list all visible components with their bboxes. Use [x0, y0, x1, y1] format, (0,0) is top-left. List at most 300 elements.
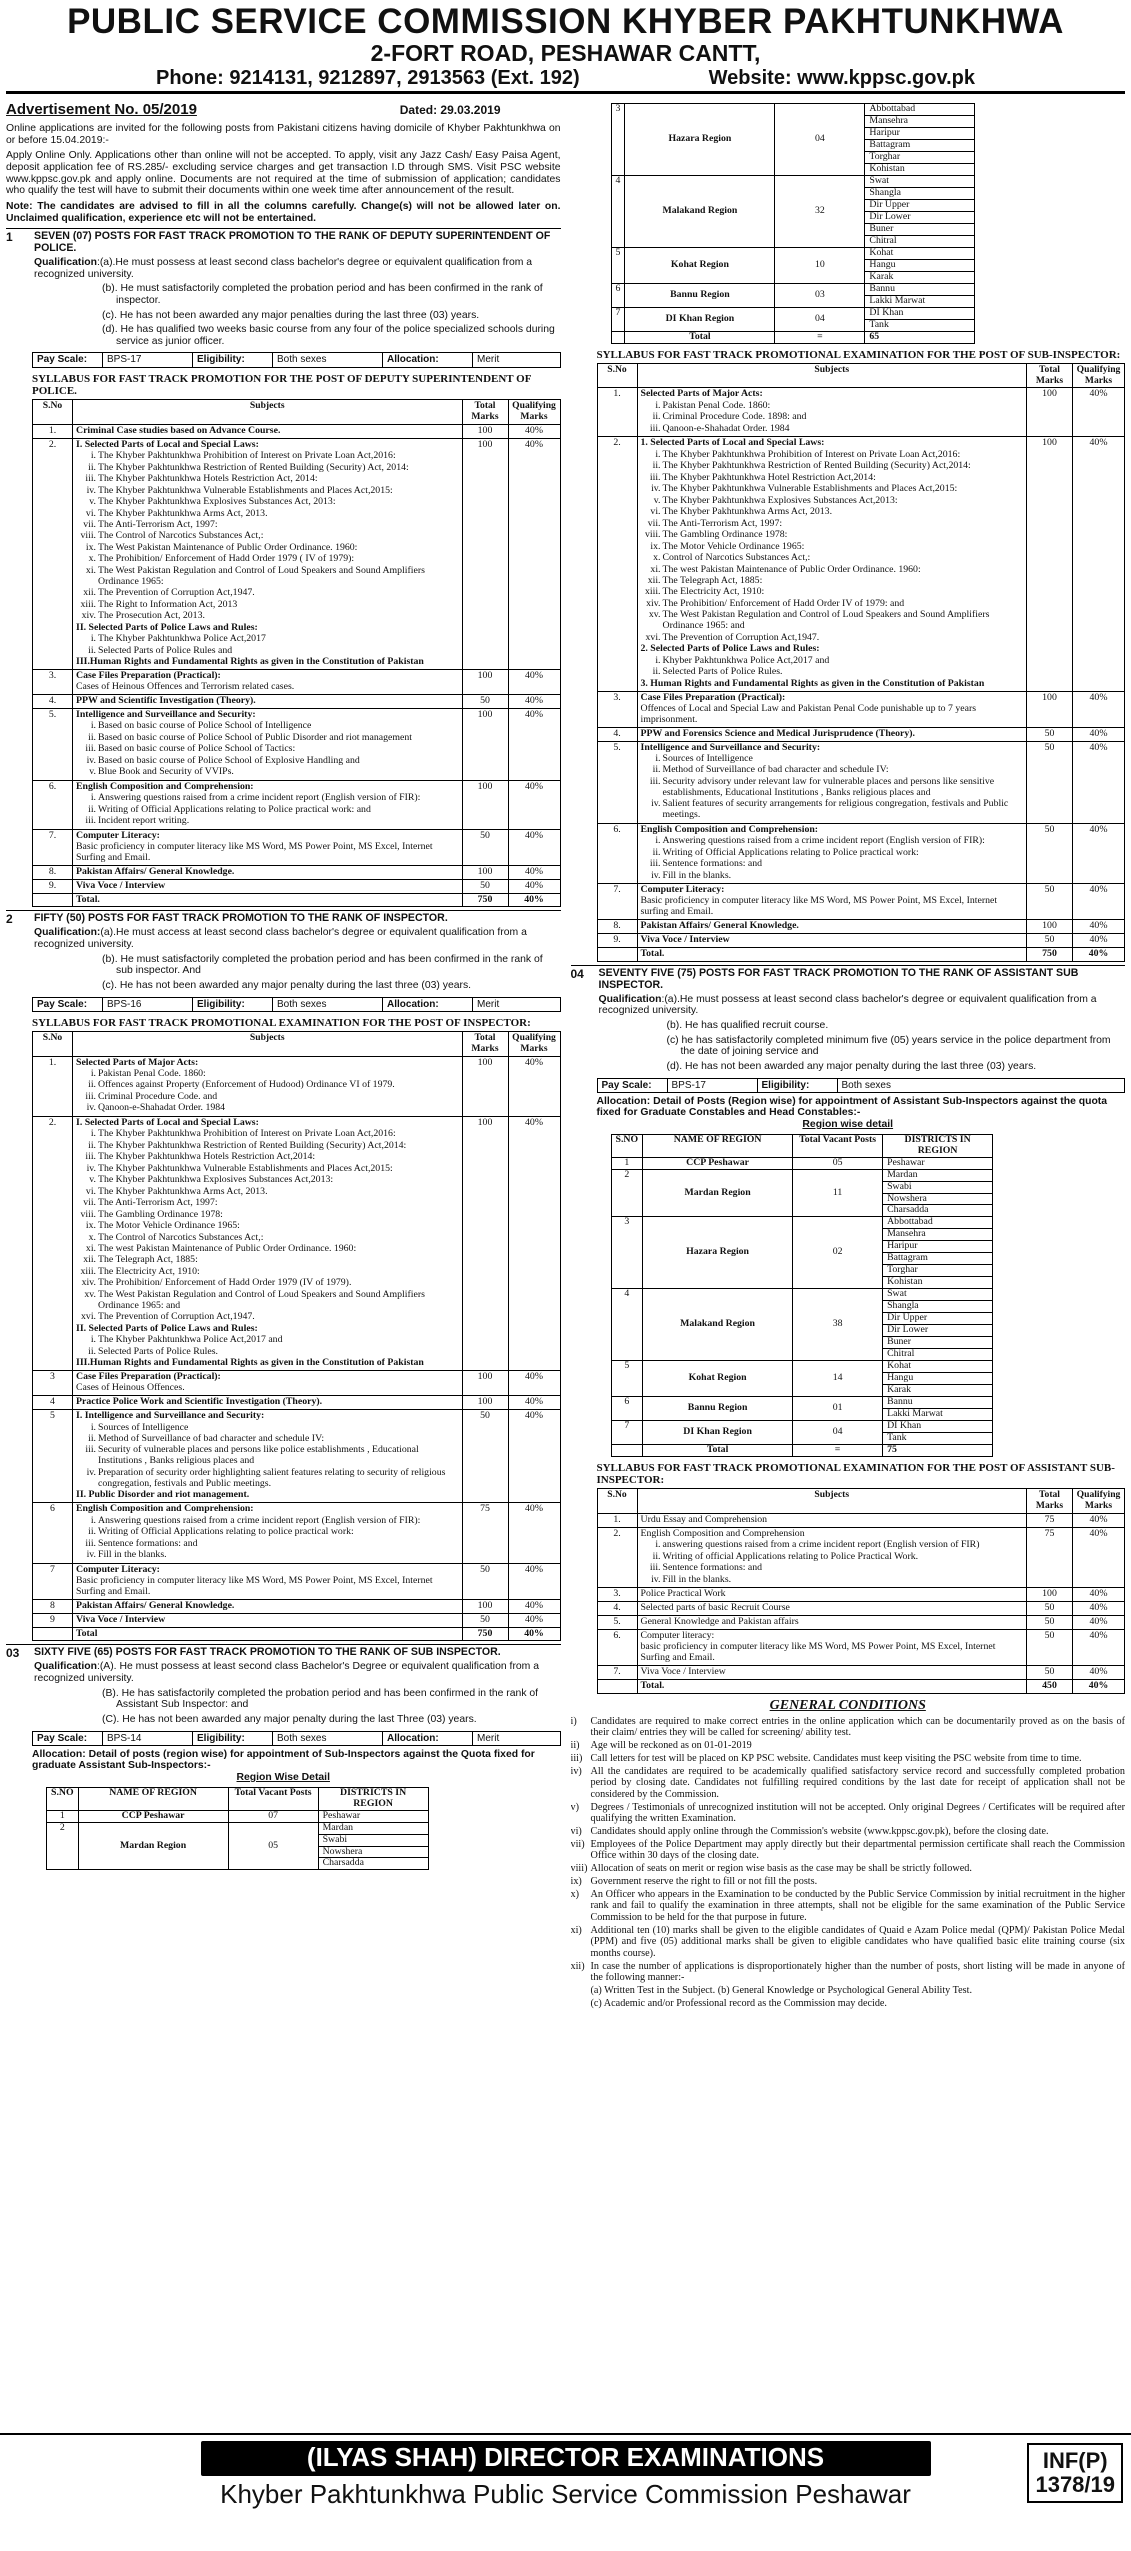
subject-title: Total.	[640, 1680, 665, 1691]
syllabus-row	[597, 884, 1125, 920]
subject-title: Police Practical Work	[640, 1588, 726, 1600]
allocation-row	[611, 1217, 993, 1229]
syllabus-subject	[73, 1613, 463, 1627]
subject-item	[641, 871, 1024, 882]
syllabus-sn: 3.	[597, 691, 637, 727]
item-text: The West Pakistan Regulation and Control of Loud Speakers and Sound Amplifiers Ordinance 1965: and	[98, 1288, 425, 1311]
post-block	[6, 1644, 561, 1745]
syllabus-row	[33, 1613, 561, 1627]
item-text: Control of Narcotics Substances Act,:	[662, 552, 811, 564]
item-text: The Khyber Pakhtunkhwa Explosives Substances Act,2013:	[662, 494, 898, 506]
allocation-sn: 6	[611, 1396, 643, 1420]
syllabus-row	[597, 437, 1125, 691]
district-name: Battagram	[865, 140, 975, 152]
allocation-header-cell: DISTRICTS IN REGION	[318, 1787, 428, 1810]
subject-item	[76, 1198, 459, 1209]
subject-item	[76, 1267, 459, 1278]
subject-item	[641, 610, 1024, 632]
syllabus-row	[597, 1527, 1125, 1587]
allocation-row	[611, 1169, 993, 1181]
item-text: Fill in the blanks.	[662, 869, 732, 881]
syllabus-subject	[637, 1527, 1027, 1587]
syllabus-subject	[637, 948, 1027, 962]
vacant-posts: 04	[775, 307, 865, 331]
item-text: The west Pakistan Maintenance of Public Order Ordinance. 1960:	[98, 1243, 357, 1255]
subject-item	[76, 1233, 459, 1244]
qualifying-marks: 40%	[1073, 1513, 1125, 1527]
right-column	[571, 100, 1126, 2486]
total-marks: 100	[462, 1371, 508, 1396]
pay-cell: Both sexes	[273, 353, 383, 366]
syllabus-row	[33, 695, 561, 709]
syllabus-subject	[637, 691, 1027, 727]
syllabus-sn: 2.	[33, 1116, 73, 1370]
allocation-sn: 4	[611, 176, 625, 248]
subject-item	[76, 451, 459, 462]
subject-title: Computer literacy:	[640, 1630, 715, 1642]
pay-cell: Allocation:	[383, 353, 473, 366]
condition-number: x)	[570, 1889, 579, 1901]
subject-heading: II. Public Disorder and riot management.	[76, 1489, 250, 1501]
syllabus-subject	[637, 1588, 1027, 1602]
header	[6, 0, 1125, 94]
allocation-sn: 2	[47, 1822, 79, 1870]
qualification	[571, 994, 1126, 1073]
subject-item	[76, 1347, 459, 1358]
subject-item	[76, 767, 459, 778]
syllabus-subject	[637, 727, 1027, 741]
district-name: Chitral	[865, 235, 975, 247]
district-name: Swabi	[318, 1834, 428, 1846]
district-name: Bannu	[865, 283, 975, 295]
subject-item	[641, 848, 1024, 859]
post-number: 04	[570, 966, 584, 981]
item-text: The west Pakistan Maintenance of Public Order Ordinance. 1960:	[662, 563, 921, 575]
syllabus-row	[33, 1563, 561, 1599]
subject-item	[76, 1210, 459, 1221]
item-text: The Motor Vehicle Ordinance 1965:	[662, 540, 805, 552]
item-number: ii.	[652, 460, 661, 472]
condition-number: i)	[570, 1715, 577, 1727]
total-marks: 50	[1027, 1616, 1073, 1630]
syllabus-header-row	[597, 364, 1125, 388]
district-name: Dir Upper	[883, 1313, 993, 1325]
item-text: The Khyber Pakhtunkhwa Vulnerable Establishments and Places Act,2015:	[98, 484, 393, 496]
subject-list	[641, 754, 1024, 821]
qualifying-marks: 40%	[1073, 741, 1125, 823]
item-number: i.	[90, 1334, 96, 1346]
subject-item	[641, 859, 1024, 870]
subject-heading: II. Selected Parts of Police Laws and Rules:	[76, 621, 258, 633]
condition-item	[571, 1985, 1126, 1996]
total-marks: 100	[462, 1116, 508, 1370]
subject-title: Practice Police Work and Scientific Investigation (Theory).	[76, 1396, 323, 1408]
item-text: The Khyber Pakhtunkhwa Vulnerable Establishments and Places Act,2015:	[98, 1162, 393, 1174]
syllabus-sn: 7	[33, 1563, 73, 1599]
syllabus-row	[597, 823, 1125, 883]
syllabus-header-cell: S.No	[33, 400, 73, 424]
syllabus-sn: 4.	[597, 727, 637, 741]
condition-number: viii)	[570, 1863, 588, 1875]
item-number: xiv.	[81, 1277, 96, 1289]
syllabus-table	[32, 1031, 561, 1641]
item-text: Security advisory under relevant law for vulnerable places and persons like sensitive establishments, Educational Institutions , Banks religious places and	[662, 775, 995, 798]
item-text: The Khyber Pakhtunkhwa Vulnerable Establishments and Places Act,2015:	[662, 483, 958, 495]
pay-cell: Merit	[477, 1732, 500, 1744]
item-text: The Khyber Pakhtunkhwa Prohibition of Interest on Private Loan Act,2016:	[98, 1128, 396, 1140]
subject-item	[76, 1221, 459, 1232]
syllabus-subject	[73, 424, 463, 438]
website: Website: www.kppsc.gov.pk	[708, 66, 975, 89]
region-name: Mardan Region	[643, 1169, 793, 1217]
item-text: The Electricity Act, 1910:	[662, 586, 765, 598]
district-name: Kohistan	[883, 1277, 993, 1289]
pay-cell: Eligibility:	[193, 998, 273, 1011]
qualification	[6, 927, 561, 991]
total-marks: 100	[462, 1056, 508, 1116]
condition-number: v)	[570, 1801, 579, 1813]
subject-item	[641, 530, 1024, 541]
syllabus-header-cell: S.No	[597, 1489, 637, 1513]
syllabus-header-cell: Qualifying Marks	[508, 1032, 560, 1056]
allocation-row	[611, 176, 975, 188]
item-text: The Gambling Ordinance 1978:	[662, 529, 788, 541]
syllabus-row	[33, 670, 561, 695]
subject-item	[76, 463, 459, 474]
item-text: Writing of official Applications relating to Police Practical Work.	[662, 1550, 919, 1562]
allocation-total-value: 65	[865, 331, 975, 343]
item-text: Answering questions raised from a crime incident report (English version of FIR):	[98, 1514, 421, 1526]
item-text: The Prevention of Corruption Act,1947.	[98, 1311, 255, 1323]
syllabus-header-cell: Qualifying Marks	[1073, 364, 1125, 388]
item-number: vii.	[83, 518, 96, 530]
syllabus-header-cell: S.No	[597, 364, 637, 388]
item-text: Sentence formations: and	[662, 858, 763, 870]
vacant-posts: 05	[793, 1157, 883, 1169]
subject-heading: 3. Human Rights and Fundamental Rights as given in the Constitution of Pakistan	[640, 677, 985, 689]
syllabus-sn: 1.	[33, 424, 73, 438]
qualification-label: Qualification:	[34, 927, 101, 939]
allocation-total-label: Total	[643, 1444, 793, 1456]
subject-list	[76, 1516, 459, 1561]
apply-text: Apply Online Only. Applications other than online will not be accepted. To apply, visit any Jazz Cash/ Easy Paisa Agent, deposit application fee of RS.285/- excluding service charges and get transaction I.D through SMS. Visit PSC website www.kppsc.gov.pk and apply online. Documents are not required at the time of submission of application; candidates who qualify the test will have to submit their documents within one week time after announcement of the result.	[6, 150, 561, 197]
qualifying-marks: 40%	[508, 780, 560, 829]
subject-title: Intelligence and Surveillance and Security:	[640, 741, 821, 753]
item-number: v.	[89, 766, 96, 778]
allocation-header-row	[611, 1134, 993, 1157]
total-marks: 100	[462, 438, 508, 669]
post-number: 03	[6, 1646, 20, 1661]
subject-list	[76, 1129, 459, 1323]
pay-scale-row	[32, 997, 561, 1012]
commission-title: PUBLIC SERVICE COMMISSION KHYBER PAKHTUNKHWA	[67, 2, 1064, 41]
columns	[6, 94, 1125, 2486]
left-column	[6, 100, 561, 2486]
item-number: i.	[655, 448, 661, 460]
syllabus-header-cell: Subjects	[637, 1489, 1027, 1513]
allocation-total-label: Total	[625, 331, 775, 343]
condition-text: Additional ten (10) marks shall be given to the eligible candidates of Quaid e Azam Police medal (QPM)/ Pakistan Police Medal (PPM) and five (05) additional marks shall be given to eligible candidates who have qualified basic elite training course (six months course).	[590, 1924, 1125, 1959]
total-marks: 750	[462, 893, 508, 907]
syllabus-sn: 8	[33, 1599, 73, 1613]
qualification-clause: (d). He has not been awarded any major penalty during the last three (03) years.	[666, 1060, 1037, 1072]
subject-item	[76, 1092, 459, 1103]
item-text: The Khyber Pakhtunkhwa Prohibition of Interest on Private Loan Act,2016:	[98, 450, 396, 462]
post-3	[6, 1644, 561, 1870]
syllabus-title: SYLLABUS FOR FAST TRACK PROMOTIONAL EXAMINATION FOR THE POST OF SUB-INSPECTOR:	[596, 348, 1121, 361]
syllabus-header-row	[33, 1032, 561, 1056]
subject-title: Case Files Preparation (Practical):	[76, 1371, 221, 1383]
condition-text: All the candidates are required to be academically qualified satisfactory service record and successfully completed probation period by closing date. Candidates not fulfilling required conditions by the last date for receipt of application shall not be considered by the Commission.	[590, 1765, 1125, 1800]
vacant-posts: 38	[793, 1289, 883, 1361]
subject-title: Total.	[76, 893, 100, 905]
item-number: ii.	[88, 1526, 96, 1538]
allocation-subtitle: Region Wise Detail	[236, 1772, 330, 1784]
subject-heading: I. Selected Parts of Local and Special Laws:	[76, 438, 259, 450]
subject-item	[76, 1255, 459, 1266]
item-text: Method of Surveillance of bad character and schedule IV:	[662, 764, 889, 776]
district-name: Dir Upper	[865, 200, 975, 212]
item-number: vi.	[85, 1185, 96, 1197]
syllabus-sn: 6.	[33, 780, 73, 829]
item-text: Qanoon-e-Shahadat Order. 1984	[662, 422, 790, 434]
total-marks: 50	[462, 879, 508, 893]
subject-item	[76, 1069, 459, 1080]
subject-title: Intelligence and Surveillance and Security:	[76, 708, 256, 720]
syllabus-row	[597, 1630, 1125, 1666]
qualifying-marks: 40%	[508, 1503, 560, 1563]
region-name: CCP Peshawar	[78, 1810, 228, 1822]
subject-list	[76, 1335, 459, 1357]
item-number: iii.	[85, 473, 96, 485]
subject-heading: III.Human Rights and Fundamental Rights as given in the Constitution of Pakistan	[76, 656, 424, 668]
item-number: ii.	[652, 666, 661, 678]
subject-item	[76, 1152, 459, 1163]
syllabus-header-cell: Qualifying Marks	[1073, 1489, 1125, 1513]
pay-cell: Pay Scale:	[33, 998, 103, 1011]
syllabus-header-cell: Subjects	[637, 364, 1027, 388]
subject-title: Computer Literacy:	[76, 829, 160, 841]
pay-cell: Both sexes	[273, 1732, 383, 1745]
district-name: Dir Lower	[883, 1325, 993, 1337]
syllabus-sn: 8.	[597, 920, 637, 934]
qualification	[6, 257, 561, 347]
pay-cell: Pay Scale:	[598, 1079, 668, 1092]
item-number: x.	[88, 1231, 96, 1243]
subject-list	[76, 451, 459, 622]
district-name: Karak	[865, 271, 975, 283]
item-number: iv.	[651, 483, 661, 495]
subject-item	[76, 1141, 459, 1152]
subject-item	[76, 600, 459, 611]
subject-item	[76, 1129, 459, 1140]
qualification-text: :(A). He must possess at least second class Bachelor's Degree or equivalent qualification from a recognized university.	[34, 1661, 540, 1684]
item-text: Answering questions raised from a crime incident report (English version of FIR):	[662, 835, 985, 847]
item-number: i.	[90, 1514, 96, 1526]
district-name: Karak	[883, 1385, 993, 1397]
item-text: The Khyber Pakhtunkhwa Police Act,2017 and	[98, 1334, 283, 1346]
post-number: 1	[6, 230, 13, 245]
condition-item	[571, 1802, 1126, 1825]
allocation-sn: 5	[611, 247, 625, 283]
item-text: The Prevention of Corruption Act,1947.	[98, 587, 255, 599]
item-number: xiv.	[81, 610, 96, 622]
total-marks: 50	[462, 829, 508, 865]
syllabus-row	[33, 829, 561, 865]
qualification-label: Qualification	[598, 993, 662, 1005]
condition-item	[571, 1961, 1126, 1984]
subject-item	[76, 646, 459, 657]
item-number: iv.	[86, 1102, 96, 1114]
syllabus-subject	[73, 1627, 463, 1641]
subject-title: English Composition and Comprehension:	[640, 823, 819, 835]
syllabus-row	[597, 1616, 1125, 1630]
condition-item	[571, 1876, 1126, 1887]
total-marks: 50	[1027, 1602, 1073, 1616]
subject-item	[76, 1445, 459, 1467]
allocation-header-cell: NAME OF REGION	[643, 1134, 793, 1157]
qualification-text: (a).He must access at least second class bachelor's degree or equivalent qualification from a recognized university.	[34, 927, 527, 950]
region-name: DI Khan Region	[643, 1420, 793, 1444]
syllabus-sn: 2.	[597, 437, 637, 691]
region-name: Hazara Region	[625, 104, 775, 176]
syllabus-subject	[73, 893, 463, 907]
item-text: The Khyber Pakhtunkhwa Hotels Restriction Act,2014:	[98, 1151, 316, 1163]
qualifying-marks: 40%	[508, 670, 560, 695]
district-name: DI Khan	[883, 1420, 993, 1432]
allocation-header-cell: Total Vacant Posts	[228, 1787, 318, 1810]
syllabus-sn: 1.	[597, 1513, 637, 1527]
qualification-clause	[599, 994, 1126, 1017]
post-1	[6, 228, 561, 907]
qualifying-marks: 40%	[508, 1563, 560, 1599]
subject-item	[641, 519, 1024, 530]
vacant-posts: 14	[793, 1361, 883, 1397]
syllabus-subject	[637, 1602, 1027, 1616]
item-number: xi.	[85, 1243, 96, 1255]
subject-item	[641, 836, 1024, 847]
qualifying-marks: 40%	[1073, 1602, 1125, 1616]
total-marks: 50	[462, 1613, 508, 1627]
allocation-sn: 3	[611, 1217, 643, 1289]
subject-title: Criminal Case studies based on Advance Course.	[76, 424, 281, 436]
syllabus-subject	[73, 1503, 463, 1563]
total-marks: 100	[462, 865, 508, 879]
district-name: Kohat	[865, 247, 975, 259]
item-text: Incident report writing.	[98, 815, 190, 827]
condition-text: Age will be reckoned as on 01-01-2019	[590, 1739, 752, 1751]
subject-item	[76, 1468, 459, 1490]
item-number: ii.	[88, 803, 96, 815]
allocation-sn: 2	[611, 1169, 643, 1217]
condition-number: xi)	[570, 1924, 582, 1936]
inf-label: INF(P)	[1042, 2448, 1108, 2473]
district-name: Battagram	[883, 1253, 993, 1265]
item-text: The Khyber Pakhtunkhwa Arms Act, 2013.	[98, 1185, 268, 1197]
qualifying-marks: 40%	[1073, 1616, 1125, 1630]
allocation-subtitle: Region wise detail	[802, 1119, 894, 1131]
subject-heading: II. Selected Parts of Police Laws and Rules:	[76, 1322, 258, 1334]
syllabus-header-cell: Qualifying Marks	[508, 400, 560, 424]
subject-list	[76, 721, 459, 778]
vacant-posts: 32	[775, 176, 865, 248]
item-number: vii.	[647, 517, 661, 529]
district-name: Lakki Marwat	[865, 295, 975, 307]
syllabus-sn: 9.	[33, 879, 73, 893]
allocation-total-row	[611, 331, 975, 343]
condition-text: Call letters for test will be placed on KP PSC website. Candidates must keep visiting the PSC website from time to time.	[590, 1752, 1082, 1764]
item-number: iv.	[651, 869, 661, 881]
syllabus-row	[597, 388, 1125, 437]
syllabus-row	[597, 1513, 1125, 1527]
subject-heading: I. Selected Parts of Local and Special Laws:	[76, 1116, 259, 1128]
total-marks: 50	[462, 1410, 508, 1503]
qualifying-marks: 40%	[1073, 934, 1125, 948]
vacant-posts: 11	[793, 1169, 883, 1217]
region-name: Bannu Region	[643, 1396, 793, 1420]
item-number: i.	[655, 753, 661, 765]
district-name: Dir Lower	[865, 212, 975, 224]
subject-item	[76, 756, 459, 767]
item-number: ix.	[85, 541, 96, 553]
syllabus-header-cell: Total Marks	[462, 400, 508, 424]
subject-item	[76, 486, 459, 497]
allocation-header-cell: Total Vacant Posts	[793, 1134, 883, 1157]
total-marks: 100	[462, 780, 508, 829]
item-text: The Anti-Terrorism Act, 1997:	[662, 517, 783, 529]
subject-title: Total.	[640, 948, 665, 960]
item-number: iv.	[651, 1573, 661, 1585]
subject-item	[641, 587, 1024, 598]
allocation-row	[611, 307, 975, 319]
item-number: ii.	[652, 764, 661, 776]
subject-item	[76, 744, 459, 755]
item-text: Sources of Intelligence	[662, 753, 753, 765]
note-text: Note: The candidates are advised to fill in all the columns carefully. Change(s) will not be allowed later on. Unclaimed qualification, experience etc will not be entertained.	[6, 200, 561, 224]
district-name: Shangla	[865, 188, 975, 200]
total-marks: 750	[1027, 948, 1073, 962]
subject-title: English Composition and Comprehension:	[76, 780, 254, 792]
condition-item	[571, 1826, 1126, 1837]
subject-list	[76, 634, 459, 656]
syllabus-sn: 3.	[597, 1588, 637, 1602]
qualification-text: :(a).He must possess at least second class bachelor's degree or equivalent qualification from a recognized university.	[598, 993, 1097, 1017]
syllabus-row	[597, 934, 1125, 948]
item-text: Method of Surveillance of bad character and schedule IV:	[98, 1433, 325, 1445]
syllabus-subject	[637, 1616, 1027, 1630]
syllabus-sn: 4.	[597, 1602, 637, 1616]
allocation-row	[611, 1361, 993, 1373]
subject-detail: Basic proficiency in computer literacy like MS Word, MS Power Point, MS Excel, Internet Surfing and Email.	[76, 840, 433, 863]
total-marks: 100	[462, 424, 508, 438]
allocation-sn: 1	[47, 1810, 79, 1822]
syllabus-subject	[73, 879, 463, 893]
district-name: Mansehra	[883, 1229, 993, 1241]
pay-cell: BPS-17	[103, 353, 193, 366]
allocation-row	[611, 1157, 993, 1169]
subject-item	[76, 1550, 459, 1561]
subject-list	[641, 401, 1024, 435]
item-text: The Khyber Pakhtunkhwa Prohibition of Interest on Private Loan Act,2016:	[662, 448, 961, 460]
district-name: Charsadda	[318, 1858, 428, 1870]
syllabus-subject	[73, 695, 463, 709]
total-marks: 100	[1027, 920, 1073, 934]
allocation-sn: 6	[611, 283, 625, 307]
post-heading: SEVEN (07) POSTS FOR FAST TRACK PROMOTION TO THE RANK OF DEPUTY SUPERINTENDENT OF POLICE.	[34, 230, 551, 255]
item-number: i.	[655, 654, 661, 666]
syllabus-title: SYLLABUS FOR FAST TRACK PROMOTION FOR THE POST OF DEPUTY SUPERINTENDENT OF POLICE.	[32, 372, 532, 397]
conditions-title: GENERAL CONDITIONS	[769, 1697, 926, 1713]
